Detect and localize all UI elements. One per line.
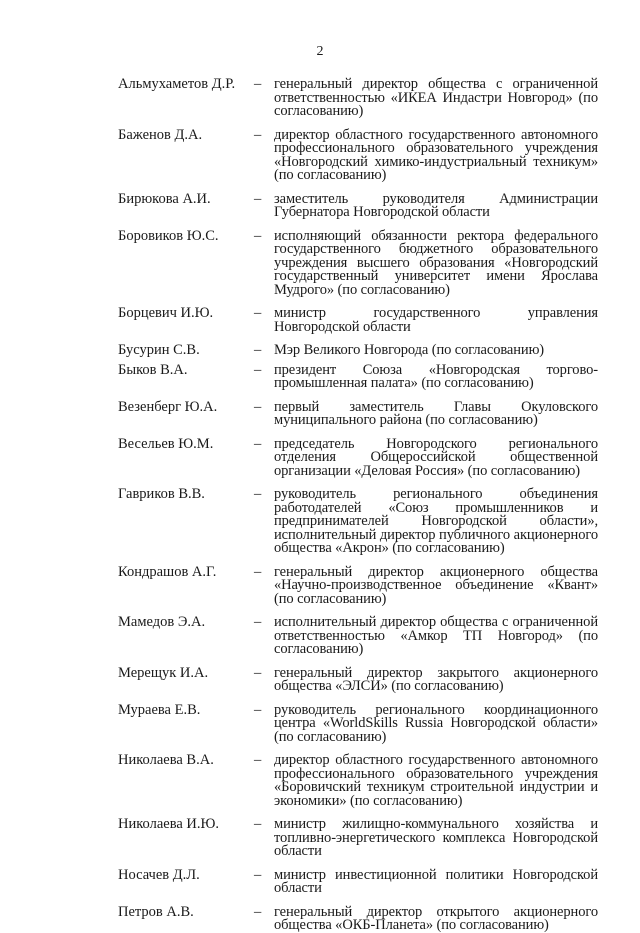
list-item <box>118 866 598 896</box>
member-position: исполнительный директор общества с ограниченной ответственностью «Амкор ТП Новгород» (по согласованию) <box>274 614 598 657</box>
member-name: Альмухаметов Д.Р. <box>118 76 236 92</box>
dash-separator: – <box>254 752 262 768</box>
dash-separator: – <box>254 701 262 718</box>
member-name: Борцевич И.Ю. <box>118 305 214 321</box>
member-name: Везенберг Ю.А. <box>118 398 218 415</box>
member-name: Бирюкова А.И. <box>118 190 211 207</box>
list-item <box>118 361 598 391</box>
dash-separator: – <box>254 664 262 681</box>
list-item <box>118 435 598 479</box>
member-position: исполняющий обязанности ректора федерального государственного бюджетного образовательного учреждения высшего образования «Новгородский государственный университет имени Ярослава Мудрого» (по согласованию) <box>274 227 598 298</box>
list-item <box>118 754 598 808</box>
member-position: первый заместитель Главы Окуловского муниципального района (по согласованию) <box>274 398 598 428</box>
list-item <box>118 126 598 183</box>
list-item <box>118 563 598 607</box>
member-name: Весельев Ю.М. <box>118 435 214 452</box>
dash-separator: – <box>254 305 262 321</box>
member-position: руководитель регионального объединения работодателей «Союз промышленников и предпринимателей Новгородской области», исполнительный директор публичного акционерного общества «Акрон» (по согласованию) <box>274 486 598 556</box>
dash-separator: – <box>254 190 262 207</box>
member-position: директор областного государственного автономного профессионального образовательного учреждения «Боровичский техникум строительной индустрии и экономики» (по согласованию) <box>274 752 598 809</box>
member-position: Мэр Великого Новгорода (по согласованию) <box>274 342 545 358</box>
list-item <box>118 488 598 556</box>
list-item <box>118 701 598 745</box>
member-name: Мамедов Э.А. <box>118 614 206 630</box>
member-position: генеральный директор закрытого акционерного общества «ЭЛСИ» (по согласованию) <box>274 664 598 694</box>
member-position: генеральный директор общества с ограниченной ответственностью «ИКЕА Индастри Новгород» (по согласованию) <box>274 76 598 119</box>
list-item <box>118 664 598 694</box>
dash-separator: – <box>254 903 262 920</box>
member-name: Мерещук И.А. <box>118 664 209 681</box>
member-name: Николаева И.Ю. <box>118 816 220 832</box>
dash-separator: – <box>254 486 262 502</box>
dash-separator: – <box>254 435 262 452</box>
member-position: президент Союза «Новгородская торгово-промышленная палата» (по согласованию) <box>274 361 598 391</box>
member-position: генеральный директор акционерного общества «Научно-производственное объединение «Квант» (по согласованию) <box>274 563 598 607</box>
member-name: Бусурин С.В. <box>118 342 200 358</box>
member-position: директор областного государственного автономного профессионального образовательного учреждения «Новгородский химико-индустриальный техникум» (по согласованию) <box>274 126 598 183</box>
member-name: Баженов Д.А. <box>118 126 203 143</box>
dash-separator: – <box>254 866 262 883</box>
dash-separator: – <box>254 76 262 92</box>
list-item <box>118 616 598 657</box>
list-item <box>118 344 598 358</box>
page-number: 2 <box>316 44 324 59</box>
list-item <box>118 903 598 933</box>
dash-separator: – <box>254 614 262 630</box>
member-name: Гавриков В.В. <box>118 486 205 502</box>
list-item <box>118 307 598 334</box>
list-item <box>118 818 598 859</box>
dash-separator: – <box>254 342 262 358</box>
member-list <box>118 78 598 933</box>
dash-separator: – <box>254 126 262 143</box>
member-position: министр жилищно-коммунального хозяйства и топливно-энергетического комплекса Новгородской области <box>274 816 598 859</box>
member-name: Носачев Д.Л. <box>118 866 200 883</box>
dash-separator: – <box>254 361 262 378</box>
list-item <box>118 227 598 298</box>
member-position: министр инвестиционной политики Новгородской области <box>274 866 598 896</box>
member-name: Петров А.В. <box>118 903 194 920</box>
member-name: Николаева В.А. <box>118 752 214 768</box>
dash-separator: – <box>254 816 262 832</box>
member-position: заместитель руководителя Администрации Губернатора Новгородской области <box>274 190 598 220</box>
dash-separator: – <box>254 398 262 415</box>
member-name: Быков В.А. <box>118 361 188 378</box>
member-name: Мураева Е.В. <box>118 701 201 718</box>
member-name: Кондрашов А.Г. <box>118 563 217 580</box>
member-position: председатель Новгородского регионального отделения Общероссийской общественной организации «Деловая Россия» (по согласованию) <box>274 435 598 479</box>
member-position: руководитель регионального координационного центра «WorldSkills Russia Новгородской области» (по согласованию) <box>274 701 598 745</box>
member-position: министр государственного управления Новгородской области <box>274 305 598 335</box>
member-name: Боровиков Ю.С. <box>118 227 219 244</box>
member-position: генеральный директор открытого акционерного общества «ОКБ-Планета» (по согласованию) <box>274 903 598 933</box>
dash-separator: – <box>254 563 262 580</box>
list-item <box>118 78 598 119</box>
list-item <box>118 398 598 428</box>
dash-separator: – <box>254 227 262 244</box>
list-item <box>118 190 598 220</box>
